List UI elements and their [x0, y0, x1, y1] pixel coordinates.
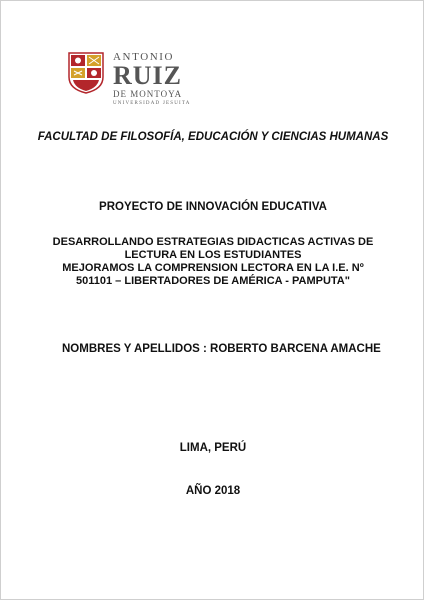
title-line: MEJORAMOS LA COMPRENSION LECTORA EN LA I.E. Nº: [62, 262, 364, 274]
project-type: PROYECTO DE INNOVACIÓN EDUCATIVA: [99, 201, 327, 213]
title-line: 501101 – LIBERTADORES DE AMÉRICA - PAMPUTA": [76, 275, 350, 287]
logo-line-4: UNIVERSIDAD JESUITA: [113, 101, 191, 106]
place: LIMA, PERÚ: [179, 442, 247, 454]
logo-line-2: RUIZ: [113, 61, 183, 90]
university-crest-icon: [67, 51, 105, 95]
title-line: LECTURA EN LOS ESTUDIANTES: [124, 249, 302, 261]
year: AÑO 2018: [185, 485, 241, 497]
faculty-heading: FACULTAD DE FILOSOFÍA, EDUCACIÓN Y CIENCIAS HUMANAS: [37, 131, 389, 143]
logo-line-1: ANTONIO: [113, 51, 175, 63]
author-name: NOMBRES Y APELLIDOS : ROBERTO BARCENA AMACHE: [62, 343, 381, 355]
title-line: DESARROLLANDO ESTRATEGIAS DIDACTICAS ACTIVAS DE: [52, 236, 374, 248]
university-logo: [67, 51, 227, 106]
logo-line-3: DE MONTOYA: [113, 89, 183, 99]
project-title: [1, 236, 424, 288]
university-wordmark: [113, 51, 233, 107]
